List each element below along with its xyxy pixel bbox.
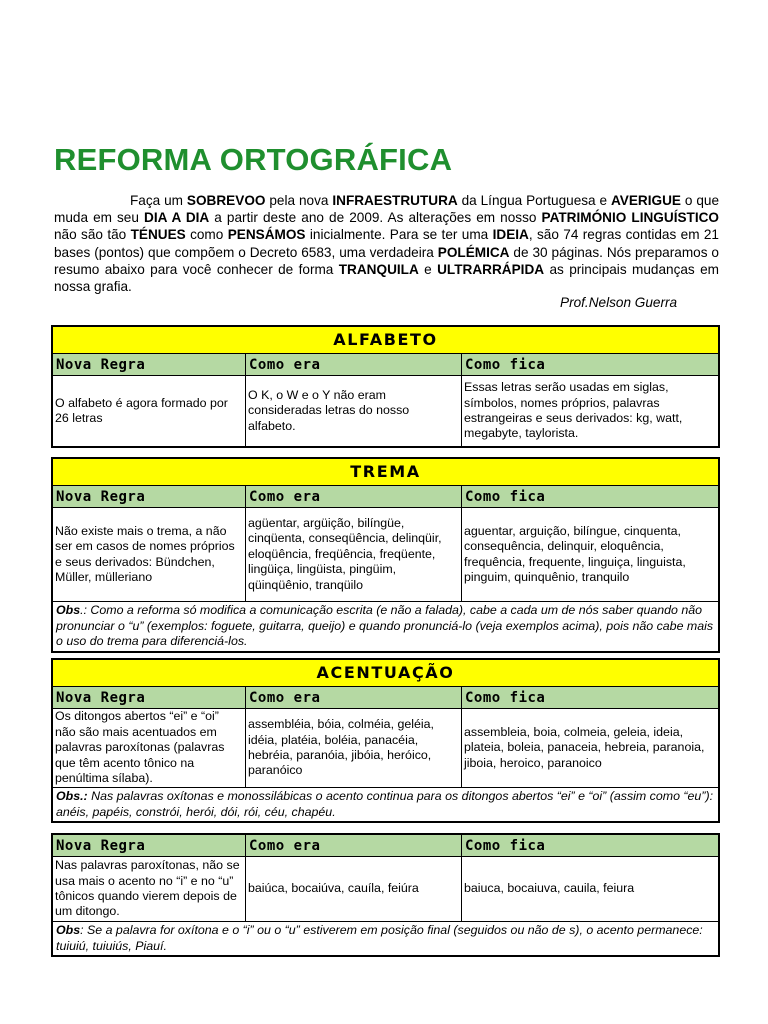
table-header-row	[53, 486, 718, 508]
cell-como-era: assembléia, bóia, colméia, geléia, idéia, platéia, boléia, panacéia, hebréia, paranóia, jibóia, heróico, paranóico	[246, 709, 462, 787]
intro-paragraph	[54, 192, 719, 295]
table-row	[53, 508, 718, 601]
cell-como-fica: baiuca, bocaiuva, cauila, feiura	[464, 881, 635, 896]
cell-como-fica: Essas letras serão usadas em siglas, símbolos, nomes próprios, palavras estrangeiras e seus derivados: kg, watt, megabyte, taylorista.	[464, 380, 683, 441]
column-header-nova-regra: Nova Regra	[53, 687, 246, 709]
section-heading: TREMA	[53, 459, 718, 486]
intro-bold: TRANQUILA	[338, 261, 419, 277]
intro-bold: PATRIMÓNIO LINGUÍSTICO	[541, 210, 720, 226]
section-acentuacao-hiatos	[51, 833, 720, 957]
page-title: REFORMA ORTOGRÁFICA	[54, 142, 453, 177]
intro-bold: AVERIGUE	[610, 193, 681, 208]
intro-text: , são 74 regras contidas em 21 bases (pontos) que compõem o Decreto 6583, uma verdadeira	[54, 227, 719, 260]
intro-text: como	[185, 227, 228, 243]
column-header-nova-regra: Nova Regra	[53, 486, 246, 508]
cell-como-fica: aguentar, arguição, bilíngue, cinquenta, consequência, delinquir, eloquência, frequência, frequente, linguiça, linguista, pinguim, quinquênio, tranquilo	[464, 523, 686, 584]
section-alfabeto	[51, 325, 720, 448]
section-acentuacao	[51, 658, 720, 823]
table-row	[53, 376, 718, 446]
table-row	[53, 857, 718, 921]
obs-label: Obs	[56, 923, 81, 937]
intro-bold: SOBREVOO	[186, 193, 266, 208]
cell-nova-regra: Não existe mais o trema, a não ser em casos de nomes próprios e seus derivados: Bündchen, Müller, mülleriano	[53, 508, 246, 601]
intro-text: e	[418, 261, 438, 277]
column-header-como-fica: Como fica	[462, 687, 718, 709]
table-row	[53, 709, 718, 787]
intro-text: o que muda em seu	[54, 193, 720, 226]
intro-bold: PENSÁMOS	[227, 227, 306, 243]
intro-text: a partir deste ano de 2009. As alterações em nosso	[209, 210, 542, 226]
table-header-row	[53, 687, 718, 709]
section-heading: ACENTUAÇÃO	[53, 660, 718, 687]
column-header-nova-regra: Nova Regra	[53, 354, 246, 376]
column-header-nova-regra: Nova Regra	[53, 835, 246, 857]
table-header-row	[53, 835, 718, 857]
observation-note	[53, 601, 718, 651]
intro-bold: ULTRARRÁPIDA	[437, 261, 545, 277]
column-header-como-era: Como era	[246, 486, 462, 508]
observation-note	[53, 787, 718, 821]
intro-bold: IDEIA	[492, 227, 529, 243]
section-trema	[51, 457, 720, 653]
obs-label: Obs.:	[56, 789, 88, 803]
column-header-como-fica: Como fica	[462, 835, 718, 857]
intro-bold: POLÉMICA	[437, 244, 510, 260]
obs-label: Obs	[56, 603, 81, 617]
cell-nova-regra: O alfabeto é agora formado por 26 letras	[53, 376, 246, 446]
author-signature: Prof.Nelson Guerra	[560, 295, 678, 310]
cell-como-era: agüentar, argüição, bilíngüe, cinqüenta, conseqüência, delinqüir, eloqüência, freqüência, freqüente, lingüiça, lingüista, pingüim, qüinqüênio, tranqüilo	[246, 508, 462, 601]
intro-bold: INFRAESTRUTURA	[332, 193, 458, 208]
observation-note	[53, 921, 718, 955]
obs-text: .: Como a reforma só modifica a comunicação escrita (e não a falada), cabe a cada um de nós saber quando não pronunciar o “u” (exemplos: foguete, guitarra, queijo) e quando pronunciá-lo (veja exemplos acima), pois não cabe mais o uso do trema para diferenciá-los.	[56, 603, 714, 648]
table-header-row	[53, 354, 718, 376]
section-heading: ALFABETO	[53, 327, 718, 354]
cell-como-era: O K, o W e o Y não eram consideradas letras do nosso alfabeto.	[246, 376, 462, 446]
intro-bold: DIA A DIA	[144, 210, 210, 226]
intro-text: as principais mudanças em nossa grafia.	[54, 261, 719, 295]
column-header-como-fica: Como fica	[462, 354, 718, 376]
column-header-como-fica: Como fica	[462, 486, 718, 508]
column-header-como-era: Como era	[246, 687, 462, 709]
intro-bold: TÉNUES	[130, 227, 186, 243]
cell-como-fica: assembleia, boia, colmeia, geleia, ideia, plateia, boleia, panaceia, hebreia, paranoia, jiboia, heroico, paranoico	[464, 724, 705, 770]
cell-como-era: baiúca, bocaiúva, cauíla, feiúra	[246, 857, 462, 921]
intro-text: da Língua Portuguesa e	[457, 193, 611, 208]
intro-text: Faça um	[130, 193, 187, 208]
intro-text: pela nova	[265, 193, 333, 208]
cell-nova-regra: Nas palavras paroxítonas, não se usa mais o acento no “i” e no “u” tônicos quando vierem depois de um ditongo.	[53, 857, 246, 921]
obs-text: : Se a palavra for oxítona e o “i” ou o “u” estiverem em posição final (seguidos ou não de s), o acento permanece: tuiuiú, tuiuiús, Piauí.	[56, 923, 703, 953]
obs-text: Nas palavras oxítonas e monossilábicas o acento continua para os ditongos abertos “ei” e “oi” (assim como “eu”): anéis, papéis, constrói, herói, dói, rói, céu, chapéu.	[56, 789, 714, 819]
intro-text: não são tão	[54, 227, 131, 243]
intro-text: inicialmente. Para se ter uma	[305, 227, 493, 243]
intro-text: de 30 páginas. Nós preparamos o resumo abaixo para você conhecer de forma	[54, 244, 719, 277]
column-header-como-era: Como era	[246, 835, 462, 857]
cell-nova-regra: Os ditongos abertos “ei” e “oi” não são mais acentuados em palavras paroxítonas (palavras que têm acento tônico na penúltima sílaba).	[53, 709, 246, 787]
column-header-como-era: Como era	[246, 354, 462, 376]
